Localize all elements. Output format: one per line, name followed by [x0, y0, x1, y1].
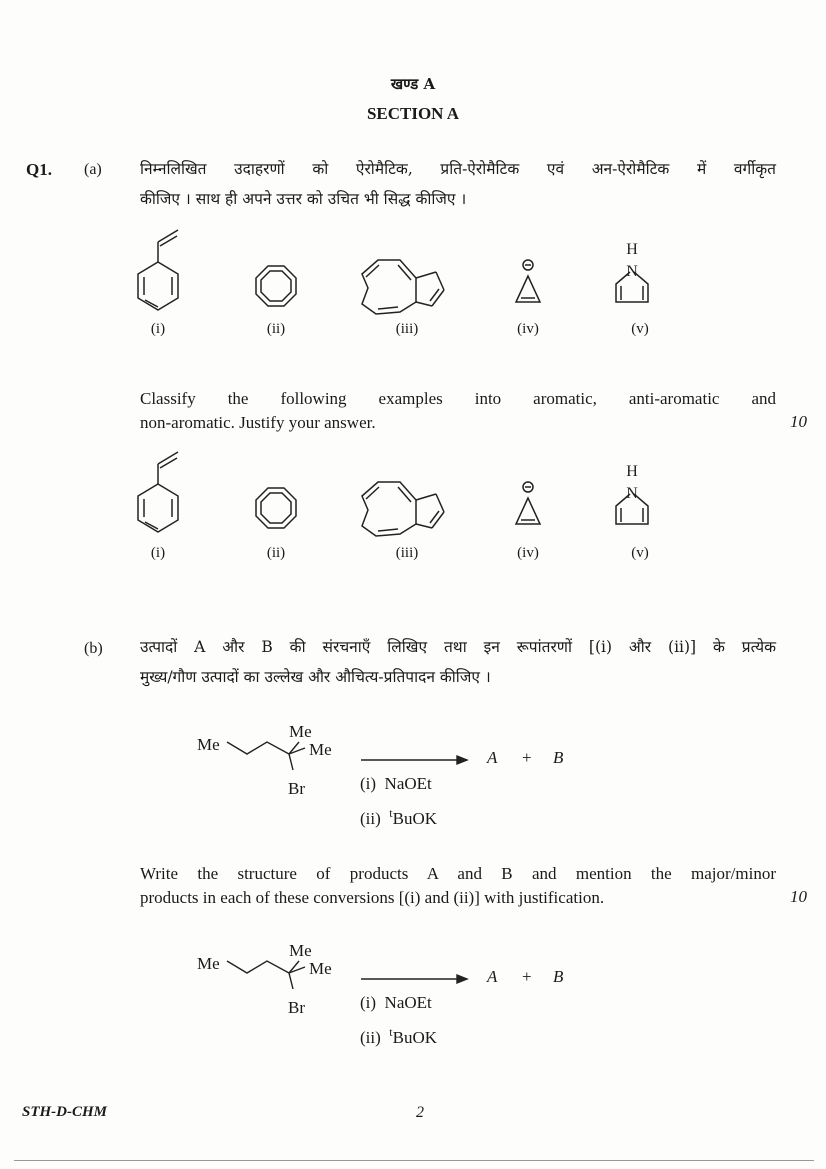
part-a-hindi-line2: कीजिए । साथ ही अपने उत्तर को उचित भी सिद्ध कीजिए ।: [140, 190, 467, 208]
structure-label: (v): [631, 545, 649, 561]
part-a-english-text: [140, 387, 776, 435]
reaction-scheme-hindi: [195, 718, 595, 828]
part-b-hindi-line1: उत्पादों A और B की संरचनाएँ लिखिए तथा इन रूपांतरणों [(i) और (ii)] के प्रत्येक: [140, 638, 776, 656]
bottom-rule: [14, 1160, 814, 1161]
product-a: A: [487, 748, 498, 767]
paper-code: STH-D-CHM: [22, 1104, 108, 1120]
structure-label: (iv): [517, 321, 539, 337]
structure-label: (ii): [266, 321, 286, 337]
reagent-naoet: (i) NaOEt: [360, 774, 432, 793]
reagent-tbuok: (ii) $^t$BuOK: [360, 1025, 438, 1047]
methyl-left: Me: [197, 735, 220, 754]
structure-label: (i): [150, 545, 166, 561]
part-b-marks: 10: [790, 887, 807, 906]
methyl-top: Me: [289, 722, 312, 741]
plus-sign: +: [522, 748, 532, 767]
reaction-scheme-english: [195, 937, 595, 1047]
cyclooctatetraene-structure: [256, 266, 296, 306]
structure-label: (v): [631, 321, 649, 337]
methyl-right: Me: [309, 959, 332, 978]
styrene-structure: [138, 452, 178, 532]
structures-row-english: [120, 450, 680, 540]
structure-label: (ii): [266, 545, 286, 561]
pyrrole-h-label: H: [626, 463, 638, 480]
pyrrole-h-label: H: [626, 241, 638, 258]
cyclooctatetraene-structure: [256, 488, 296, 528]
methyl-top: Me: [289, 941, 312, 960]
methyl-right: Me: [309, 740, 332, 759]
bromine-label: Br: [288, 998, 305, 1017]
pyrrole-n-label: N: [626, 263, 638, 280]
product-a: A: [487, 967, 498, 986]
part-b-english-line2: products in each of these conversions [(i) and (ii)] with justification.: [140, 888, 605, 907]
part-a-english-line2: non-aromatic. Justify your answer.: [140, 413, 376, 432]
page-number: 2: [416, 1104, 424, 1121]
product-b: B: [553, 967, 564, 986]
part-a-english-line1: Classify the following examples into aromatic, anti-aromatic and: [140, 389, 776, 408]
plus-sign: +: [522, 967, 532, 986]
question-number: Q1.: [26, 160, 52, 179]
part-a-hindi-text: [140, 154, 776, 214]
reagent-tbuok: (ii) $^t$BuOK: [360, 806, 438, 828]
cyclopropenyl-anion-structure: [516, 260, 540, 302]
structure-label: (iv): [517, 545, 539, 561]
bromine-label: Br: [288, 779, 305, 798]
part-b-hindi-text: [140, 632, 776, 692]
part-b-label: (b): [84, 640, 103, 657]
part-a-marks: 10: [790, 412, 807, 431]
part-b-hindi-line2: मुख्य/गौण उत्पादों का उल्लेख और औचित्य-प्रतिपादन कीजिए ।: [140, 668, 491, 686]
structure-label: (i): [150, 321, 166, 337]
part-a-label: (a): [84, 161, 102, 178]
section-title-hindi: खण्ड A: [390, 75, 436, 93]
azulene-structure: [362, 260, 444, 314]
pyrrole-n-label: N: [626, 485, 638, 502]
section-title-english: SECTION A: [366, 104, 460, 123]
styrene-structure: [138, 230, 178, 310]
part-a-hindi-line1: निम्नलिखित उदाहरणों को ऐरोमैटिक, प्रति-ऐरोमैटिक एवं अन-ऐरोमैटिक में वर्गीकृत: [140, 160, 776, 178]
part-b-english-text: [140, 862, 776, 910]
reagent-naoet: (i) NaOEt: [360, 993, 432, 1012]
product-b: B: [553, 748, 564, 767]
structure-label: (iii): [395, 321, 419, 337]
structure-label: (iii): [395, 545, 419, 561]
methyl-left: Me: [197, 954, 220, 973]
part-b-english-line1: Write the structure of products A and B and mention the major/minor: [140, 864, 776, 883]
structures-row-hindi: [120, 228, 680, 318]
azulene-structure: [362, 482, 444, 536]
cyclopropenyl-anion-structure: [516, 482, 540, 524]
